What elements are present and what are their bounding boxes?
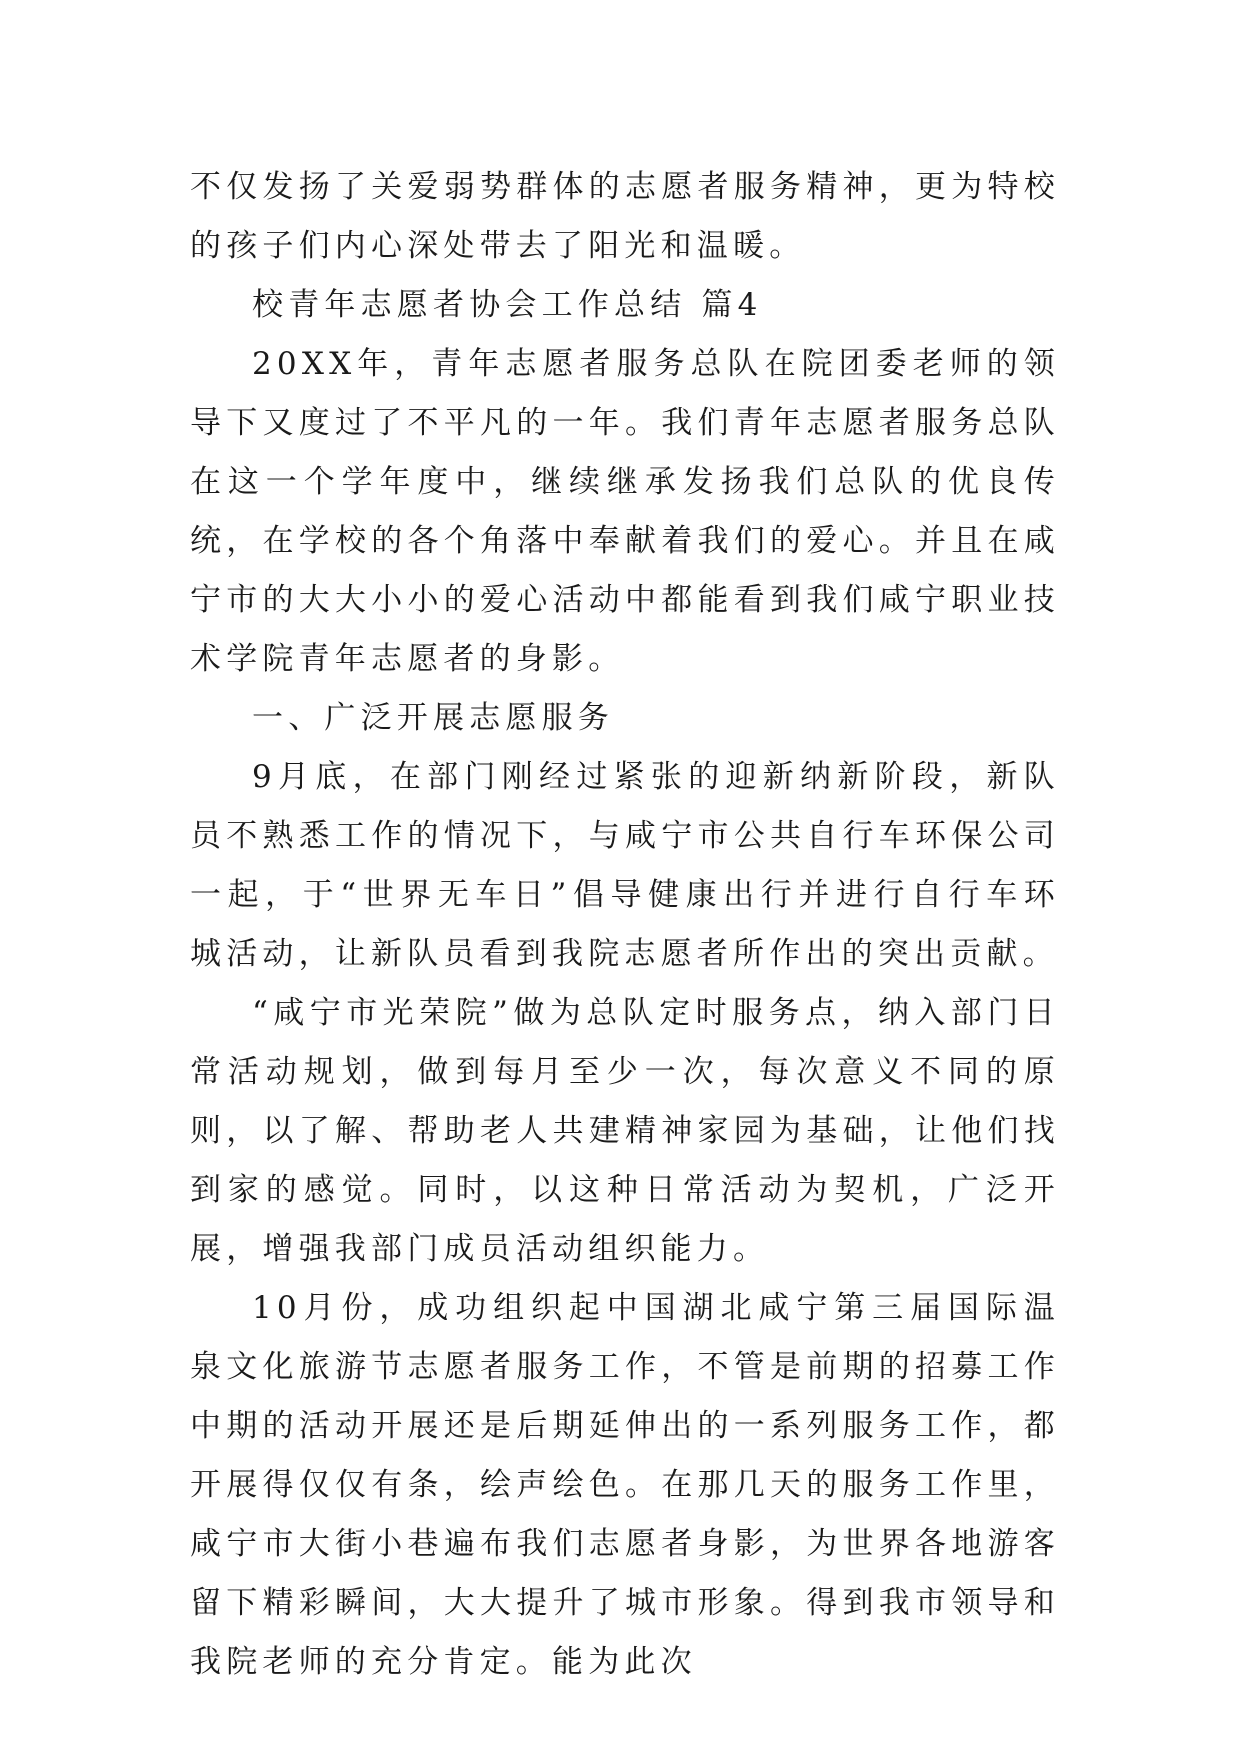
paragraph-continuation: 不仅发扬了关爱弱势群体的志愿者服务精神，更为特校的孩子们内心深处带去了阳光和温暖。 bbox=[190, 169, 1060, 264]
paragraph-september: 9月底，在部门刚经过紧张的迎新纳新阶段，新队员不熟悉工作的情况下，与咸宁市公共自行车环保公司一起，于“世界无车日”倡导健康出行并进行自行车环城活动，让新队员看到我院志愿者所作出的突出贡献。 bbox=[190, 759, 1060, 972]
subsection-heading: 一、广泛开展志愿服务 bbox=[252, 700, 614, 736]
paragraph-october: 10月份，成功组织起中国湖北咸宁第三届国际温泉文化旅游节志愿者服务工作，不管是前期的招募工作中期的活动开展还是后期延伸出的一系列服务工作，都开展得仅仅有条，绘声绘色。在那几天的服务工作里，咸宁市大街小巷遍布我们志愿者身影，为世界各地游客留下精彩瞬间，大大提升了城市形象。得到我市领导和我院老师的充分肯定。能为此次 bbox=[190, 1290, 1060, 1680]
document-body bbox=[190, 158, 1060, 1692]
paragraph-intro: 20XX年，青年志愿者服务总队在院团委老师的领导下又度过了不平凡的一年。我们青年志愿者服务总队在这一个学年度中，继续继承发扬我们总队的优良传统，在学校的各个角落中奉献着我们的爱心。并且在咸宁市的大大小小的爱心活动中都能看到我们咸宁职业技术学院青年志愿者的身影。 bbox=[190, 346, 1060, 677]
paragraph-honor-home: “咸宁市光荣院”做为总队定时服务点，纳入部门日常活动规划，做到每月至少一次，每次意义不同的原则，以了解、帮助老人共建精神家园为基础，让他们找到家的感觉。同时，以这种日常活动为契机，广泛开展，增强我部门成员活动组织能力。 bbox=[190, 995, 1060, 1267]
section-heading: 校青年志愿者协会工作总结 篇4 bbox=[252, 287, 763, 323]
